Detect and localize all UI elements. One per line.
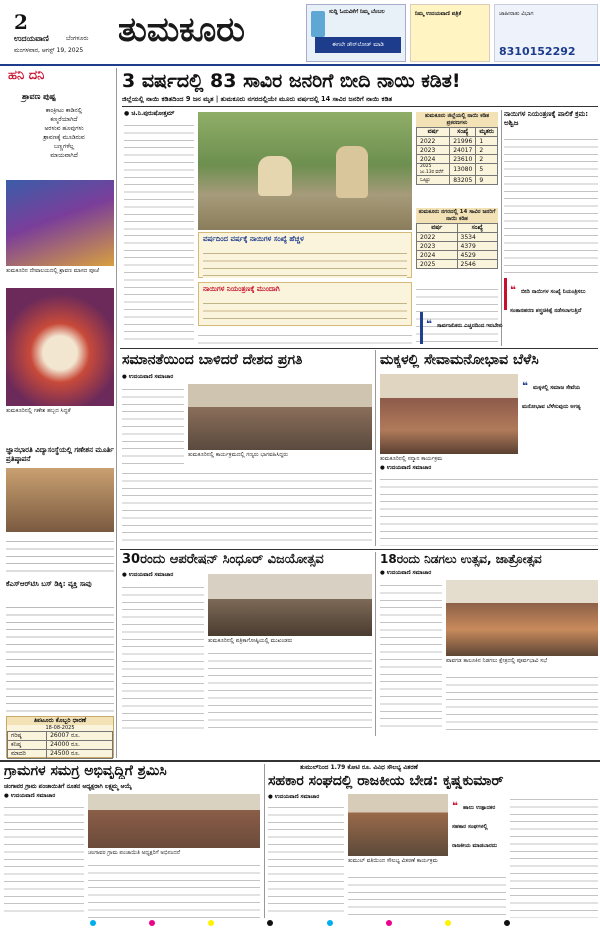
circle-bullet-icon: ● [4, 793, 11, 799]
registration-mark [90, 920, 96, 926]
table-cell: 4529 [457, 251, 498, 260]
table-row [417, 176, 498, 185]
dog-control-box-body [203, 298, 407, 324]
quote-mark-icon: ❝ [452, 801, 458, 812]
table-row [417, 164, 498, 176]
top-story-headline: 3 ವರ್ಷದಲ್ಲಿ 83 ಸಾವಿರ ಜನರಿಗೆ ಬೀದಿ ನಾಯಿ ಕಡಿತ! [122, 70, 461, 92]
masthead-rule [0, 64, 600, 66]
ad-app-text: ಸುದ್ದಿ ಓದುವಿಕೆಗೆ ನಿಮ್ಮ ಬೆಂಬಲ [329, 9, 385, 15]
table-cell: 2023 [417, 242, 458, 251]
poem-body [22, 106, 106, 160]
table-cell: 9 [476, 176, 498, 185]
page-number: 2 [14, 10, 28, 34]
right-column-body [504, 134, 598, 274]
school-photo [6, 468, 114, 532]
paper-name: ಉದಯವಾಣಿ [14, 34, 49, 43]
ad-app-sub: ಈಗಲೇ ಡೌನ್‌ಲೋಡ್ ಮಾಡಿ [315, 37, 401, 53]
nidagal-meeting-photo [446, 580, 598, 656]
registration-mark [327, 920, 333, 926]
table-cell: 4379 [457, 242, 498, 251]
quote-text: ಹಾಲು ಉತ್ಪಾದಕರ ಸಹಕಾರ ಸಂಘಗಳಲ್ಲಿ ರಾಜಕೀಯ ಮಾಡಬಾರದು [452, 805, 498, 849]
table-cell: 2024 [417, 155, 450, 164]
table-cell: 2 [476, 155, 498, 164]
village-felicitation-photo [88, 794, 260, 848]
table-cell: 2022 [417, 233, 458, 242]
byline-text: ಉದಯವಾಣಿ ಸಮಾಚಾರ [10, 793, 56, 799]
coconut-price-box [6, 716, 114, 758]
dog-shape [258, 156, 292, 196]
table-row [417, 251, 498, 260]
circle-bullet-icon: ● [380, 465, 387, 471]
table-header: ವರ್ಷ [417, 224, 458, 233]
quote-mark-icon: ❝ [426, 319, 432, 330]
table-row [8, 750, 113, 759]
stats-table-district-caption: ತುಮಕೂರು ಜಿಲ್ಲೆಯಲ್ಲಿ ನಾಯಿ ಕಡಿತ ಪ್ರಕರಣಗಳು [416, 112, 498, 127]
masthead [0, 0, 600, 62]
story-bus-body [6, 602, 114, 712]
top-story-subhead: ಜಿಲ್ಲೆಯಲ್ಲಿ ನಾಯಿ ಕಡಿತದಿಂದ 9 ಜನ ಮೃತ | ತುಮಕೂರು ನಗರದಲ್ಲಿಯೇ ಮೂರು ವರ್ಷದಲ್ಲಿ 14 ಸಾವಿರ ಜನರಿಗೆ ನಾಯಿ ಕಡಿತ [122, 95, 393, 103]
poem-line: ಬಣ್ಣಗಳೆಲ್ಲ [53, 143, 75, 150]
poem-line: ಕಣ್ಮರೆಯಾಗಿದೆ [50, 116, 78, 123]
middle-divider-2 [375, 552, 376, 736]
service-felicitation-photo [380, 374, 518, 454]
story-village-body-col1 [4, 802, 84, 918]
story-ganesha-heading: ಜ್ಞಾನಭಾರತಿ ವಿದ್ಯಾಸಂಸ್ಥೆಯಲ್ಲಿ ಗಣೇಶನ ಮೂರ್ತಿ ಪ್ರತಿಷ್ಠಾಪನೆ [6, 446, 114, 463]
table-cell: 24000 ರೂ. [47, 741, 113, 750]
right-column-divider [501, 110, 502, 346]
hani-dani-brand: ಹನಿ ದನಿ [8, 68, 45, 83]
registration-marks-icon [90, 920, 510, 926]
table-row [417, 242, 498, 251]
table-header: ವರ್ಷ [417, 128, 450, 137]
story-sindoor-byline [122, 572, 173, 579]
poem-title: ಶ್ರಾವಣ ಪುಷ್ಪ [22, 92, 56, 101]
poem-line: ಅರಳುವ ಹೂವುಗಳು [44, 125, 84, 132]
table-cell: 2022 [417, 137, 450, 146]
table-cell: ಒಟ್ಟು [417, 176, 450, 185]
stats-table-district-grid [416, 127, 498, 185]
story-equality-byline [122, 374, 173, 381]
top-story-rule [122, 106, 598, 107]
issue-date: ಮಂಗಳವಾರ, ಆಗಸ್ಟ್ 19, 2025 [14, 47, 84, 54]
dog-control-box-heading: ನಾಯಿಗಳ ನಿಯಂತ್ರಣಕ್ಕೆ ಮುಂದಾಗಿ [203, 285, 280, 293]
story-nidagal-heading: 18ರಂದು ನಿಡಗಲು ಉತ್ಸವ, ಜಾತ್ರೋತ್ಸವ [380, 552, 542, 566]
table-cell: 2024 [417, 251, 458, 260]
table-row [417, 146, 498, 155]
edition: ಬೆಂಗಳೂರು [66, 35, 89, 42]
right-column-quote-2 [420, 312, 598, 344]
ad-phone-label: ಜಾಹೀರಾತು ವಿಭಾಗ [499, 11, 534, 17]
sindoor-press-photo [208, 574, 372, 636]
table-header: ಸಂಖ್ಯೆ [450, 128, 476, 137]
ad-banner-app [306, 4, 406, 62]
city-title: ತುಮಕೂರು [118, 10, 245, 50]
top-story-body-col3 [198, 330, 412, 344]
table-cell: ಗರಿಷ್ಠ [8, 732, 47, 741]
top-story-body-col2 [124, 230, 194, 340]
story-tumul-kicker: ತುಮುಲ್‌ನಿಂದ 1.79 ಕೋಟಿ ರೂ. ವಿವಿಧ ಸೌಲಭ್ಯ ವಿತರಣೆ [300, 764, 418, 771]
story-village-heading: ಗ್ರಾಮಗಳ ಸಮಗ್ರ ಅಭಿವೃದ್ಧಿಗೆ ಶ್ರಮಿಸಿ [4, 763, 167, 779]
dog-count-box [198, 232, 412, 278]
table-cell: 21996 [450, 137, 476, 146]
table-header-row [417, 224, 498, 233]
story-sindoor-body-col2 [208, 648, 372, 732]
nidagal-photo-caption: ಪಾವಗಡ ತಾಲೂಕಿನ ನಿಡಗಲು ಕ್ಷೇತ್ರದಲ್ಲಿ ಪೂರ್ವಭಾವಿ ಸಭೆ [446, 658, 548, 664]
stats-table-city-caption: ತುಮಕೂರು ನಗರದಲ್ಲಿ 14 ಸಾವಿರ ಜನರಿಗೆ ನಾಯಿ ಕಡಿತ [416, 208, 498, 223]
circle-bullet-icon: ● [124, 110, 132, 117]
ad-banner-paper [410, 4, 490, 62]
registration-mark [504, 920, 510, 926]
service-photo-caption: ತುಮಕೂರಿನಲ್ಲಿ ಸನ್ಮಾನ ಕಾರ್ಯಕ್ರಮ [380, 456, 443, 462]
coconut-price-title: ತಿಪಟೂರು ಕೊಬ್ಬರಿ ಧಾರಣೆ [7, 717, 113, 725]
tumul-photo-caption: ತುಮುಲ್ ವತಿಯಿಂದ ಸೌಲಭ್ಯ ವಿತರಣೆ ಕಾರ್ಯಕ್ರಮ [348, 858, 438, 864]
registration-mark [445, 920, 451, 926]
sindoor-photo-caption: ತುಮಕೂರಿನಲ್ಲಿ ಪತ್ರಿಕಾಗೋಷ್ಠಿಯಲ್ಲಿ ಮುಖಂಡರು [208, 638, 293, 644]
dog-count-box-body [203, 248, 407, 278]
table-cell: 2025 [417, 260, 458, 269]
left-column [2, 68, 114, 758]
story-ganesha-body [6, 536, 114, 576]
story-tumul-body-col3 [510, 794, 598, 918]
byline-text: ಉದಯವಾಣಿ ಸಮಾಚಾರ [128, 374, 174, 380]
story-village-byline [4, 793, 55, 800]
dog-control-box [198, 282, 412, 326]
story-equality-body-col2 [122, 468, 372, 546]
circle-bullet-icon: ● [268, 794, 275, 800]
story-equality-body-col1 [122, 384, 184, 464]
table-cell: ಮಾದರಿ [8, 750, 47, 759]
ad-phone-number: 8310152292 [499, 45, 576, 58]
registration-mark [267, 920, 273, 926]
coconut-price-table [7, 731, 113, 759]
ad-paper-text: ನಿಮ್ಮ ಉದಯವಾಣಿ ಪತ್ರಿಕೆ [415, 11, 462, 17]
story-service-body [380, 474, 598, 546]
ganesha-photo [6, 288, 114, 406]
table-row [417, 260, 498, 269]
table-cell: 23610 [450, 155, 476, 164]
story-nidagal-byline [380, 570, 431, 577]
circle-bullet-icon: ● [122, 374, 129, 380]
story-nidagal-body-col1 [380, 580, 442, 732]
table-cell: 2546 [457, 260, 498, 269]
poem-line: ಕಾಂಕ್ರೀಟು ಕಾಡಿನಲ್ಲಿ [45, 107, 83, 114]
village-photo-caption: ಚಂಗಾವರ ಗ್ರಾಮ ಪಂಚಾಯಿತಿ ಅಧ್ಯಕ್ಷರಿಗೆ ಅಭಿನಂದನೆ [88, 850, 181, 856]
table-row [417, 155, 498, 164]
table-row [417, 233, 498, 242]
middle-divider [375, 350, 376, 546]
story-village-subhead: ಚಂಗಾವರ ಗ್ರಾಮ ಪಂಚಾಯಿತಿಗೆ ನೂತನ ಅಧ್ಯಕ್ಷರಾಗಿ ಲಕ್ಷ್ಮಮ್ಮ ಆಯ್ಕೆ [4, 783, 132, 790]
table-cell: 26007 ರೂ. [47, 732, 113, 741]
top-story-byline [124, 110, 174, 118]
table-cell: 24017 [450, 146, 476, 155]
table-cell: 2025 ಜು.13ರ ವರೆಗೆ [417, 164, 450, 176]
byline-text: ಉದಯವಾಣಿ ಸಮಾಚಾರ [128, 572, 174, 578]
right-column-heading: ನಾಯಿಗಳ ನಿಯಂತ್ರಣಕ್ಕೆ ಪಾಲಿಕೆ ಕ್ರಮ: ಅಶ್ವಿಜ [504, 110, 589, 127]
right-column-quote-1 [504, 278, 598, 314]
story-nidagal-body-col2 [446, 672, 598, 732]
table-cell: 13080 [450, 164, 476, 176]
story-equality-heading: ಸಮಾನತೆಯಿಂದ ಬಾಳಿದರೆ ದೇಶದ ಪ್ರಗತಿ [122, 352, 303, 368]
table-header: ಮೃತರು [476, 128, 498, 137]
table-cell: 2023 [417, 146, 450, 155]
stats-table-city [416, 208, 498, 269]
poem-line: ಶ್ರಾವಣಕ್ಕೆ ಮೂಡಿರುವ [43, 134, 85, 141]
table-row [8, 741, 113, 750]
table-cell: 3534 [457, 233, 498, 242]
poem-line: ಮಾಯವಾಗಿದೆ [50, 152, 78, 159]
top-story-bottom-rule [120, 348, 598, 349]
dog-count-box-heading: ವರ್ಷದಿಂದ ವರ್ಷಕ್ಕೆ ನಾಯಿಗಳ ಸಂಖ್ಯೆ ಹೆಚ್ಚಳ [203, 235, 304, 243]
registration-mark [149, 920, 155, 926]
story-village-body-col2 [88, 860, 260, 918]
story-sindoor-heading: 30ರಂದು ಆಪರೇಷನ್ ಸಿಂಧೂರ್ ವಿಜಯೋತ್ಸವ [122, 552, 324, 567]
table-row [8, 732, 113, 741]
quote-text: ಸಾರ್ವಜನಿಕರು ಎಚ್ಚರದಿಂದ ಇರಬೇಕು [436, 323, 503, 329]
equality-group-photo [188, 384, 372, 450]
ad-banner-phone [494, 4, 598, 62]
story-bus-heading: ಕೆಎಸ್‌ಆರ್‌ಟಿಸಿ ಬಸ್ ಡಿಕ್ಕಿ: ವ್ಯಕ್ತಿ ಸಾವು [6, 580, 92, 588]
equality-photo-caption: ತುಮಕೂರಿನಲ್ಲಿ ಕಾರ್ಯಕ್ರಮದಲ್ಲಿ ಗಣ್ಯರು ಭಾಗವಹಿಸಿದ್ದರು [188, 452, 288, 458]
left-column-divider [116, 68, 117, 758]
circle-bullet-icon: ● [380, 570, 387, 576]
story-sindoor-body-col1 [122, 582, 204, 732]
bottom-section-rule [0, 760, 600, 762]
registration-mark [386, 920, 392, 926]
ganesha-photo-caption: ತುಮಕೂರಿನಲ್ಲಿ ಗಣೇಶ ಹಬ್ಬದ ಸಿದ್ಧತೆ [6, 408, 71, 414]
stats-table-district [416, 112, 498, 185]
byline-text: ಉದಯವಾಣಿ ಸಮಾಚಾರ [386, 465, 432, 471]
table-cell: 83205 [450, 176, 476, 185]
service-quote [522, 374, 598, 454]
story-tumul-body-col1 [268, 802, 344, 918]
table-cell: 1 [476, 137, 498, 146]
temple-photo [6, 180, 114, 266]
middle-bottom-rule [120, 549, 598, 550]
table-cell: 24500 ರೂ. [47, 750, 113, 759]
quote-mark-icon: ❝ [510, 285, 516, 296]
story-tumul-body-col2 [348, 872, 506, 918]
temple-photo-caption: ತುಮಕೂರಿನ ದೇವಾಲಯದಲ್ಲಿ ಶ್ರಾವಣ ಮಾಸದ ಪೂಜೆ [6, 268, 99, 274]
table-header-row [417, 128, 498, 137]
quote-text: ಬೀದಿ ನಾಯಿಗಳ ಸಂಖ್ಯೆ ನಿಯಂತ್ರಿಸಲು ಸಂತಾನಹರಣ ಶಸ್ತ್ರಚಿಕಿತ್ಸೆ ನಡೆಸಲಾಗುತ್ತಿದೆ [510, 289, 586, 314]
stray-dogs-photo [198, 112, 412, 230]
quote-text: ಮಕ್ಕಳಲ್ಲಿ ಸಮಾಜ ಸೇವೆಯ ಮನೋಭಾವ ಬೆಳೆಸುವುದು ಅಗತ್ಯ [522, 385, 581, 410]
table-cell: 5 [476, 164, 498, 176]
table-cell: ಕನಿಷ್ಠ [8, 741, 47, 750]
byline-text: ಉದಯವಾಣಿ ಸಮಾಚಾರ [274, 794, 320, 800]
byline-text: ಚಿ.ನಿ.ಪುರುಷೋತ್ತಮ್ [131, 110, 175, 117]
coconut-price-date: 18-08-2025 [45, 725, 75, 731]
table-header: ಸಂಖ್ಯೆ [457, 224, 498, 233]
table-cell: 2 [476, 146, 498, 155]
tumul-quote [452, 794, 506, 856]
circle-bullet-icon: ● [122, 572, 129, 578]
table-row [417, 137, 498, 146]
story-service-heading: ಮಕ್ಕಳಲ್ಲಿ ಸೇವಾಮನೋಭಾವ ಬೆಳೆಸಿ [380, 352, 539, 368]
story-tumul-byline [268, 794, 319, 801]
bottom-divider [264, 764, 265, 918]
story-service-byline [380, 465, 431, 472]
registration-mark [208, 920, 214, 926]
dog-shape [336, 146, 368, 198]
story-tumul-heading: ಸಹಕಾರ ಸಂಘದಲ್ಲಿ ರಾಜಕೀಯ ಬೇಡ: ಕೃಷ್ಣಕುಮಾರ್ [268, 773, 504, 789]
stats-table-city-grid [416, 223, 498, 269]
phone-graphic [311, 11, 325, 37]
tumul-event-photo [348, 794, 448, 856]
byline-text: ಉದಯವಾಣಿ ಸಮಾಚಾರ [386, 570, 432, 576]
quote-mark-icon: ❝ [522, 381, 528, 392]
